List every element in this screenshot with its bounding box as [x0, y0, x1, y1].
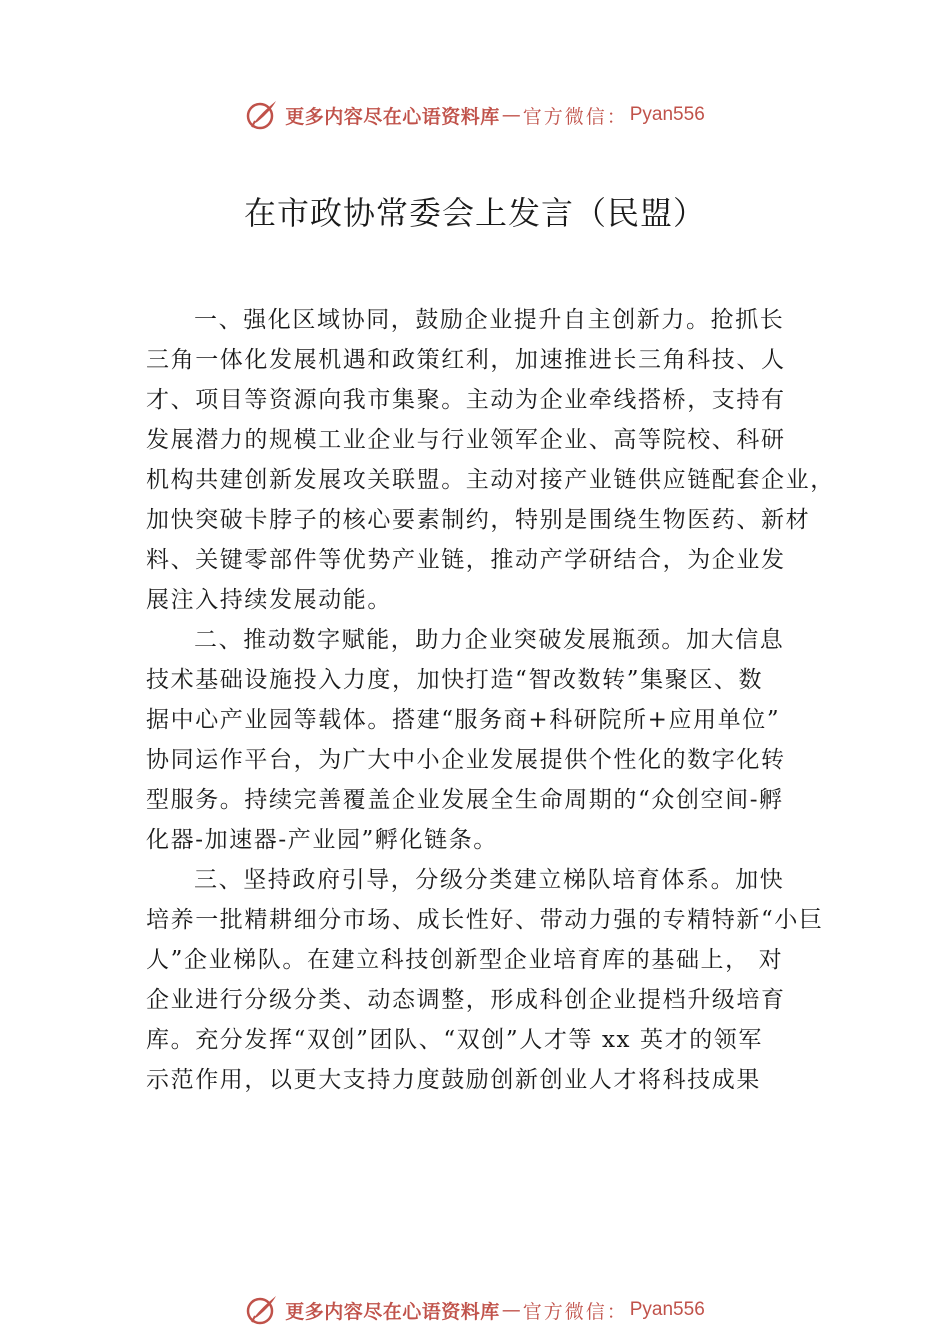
- paragraph-1-line: 三角一体化发展机遇和政策红利，加速推进长三角科技、人: [146, 347, 786, 373]
- banner-wechat-label: 官方微信：: [522, 1300, 628, 1323]
- banner-separator: —: [501, 104, 521, 126]
- paragraph-3-line: 三、坚持政府引导，分级分类建立梯队培育体系。加快: [194, 867, 785, 893]
- paragraph-2-line: 据中心产业园等载体。搭建“服务商+科研院所+应用单位”: [146, 707, 781, 733]
- paragraph-1-line: 料、关键零部件等优势产业链，推动产学研结合，为企业发: [146, 547, 786, 573]
- paragraph-2-line: 协同运作平台，为广大中小企业发展提供个性化的数字化转: [146, 747, 786, 773]
- banner-wechat-id: Pyan556: [629, 104, 705, 125]
- paragraph-1-line: 机构共建创新发展攻关联盟。主动对接产业链供应链配套企业，: [146, 467, 835, 493]
- document-body: [146, 300, 836, 1100]
- banner-wechat-label: 官方微信：: [522, 105, 628, 128]
- paragraph-2-line: 二、推动数字赋能，助力企业突破发展瓶颈。加大信息: [194, 627, 785, 653]
- banner-wechat-id: Pyan556: [629, 1299, 705, 1320]
- paragraph-2-line: 型服务。持续完善覆盖企业发展全生命周期的“众创空间-孵: [146, 787, 784, 813]
- quill-pen-logo-icon: [245, 1293, 279, 1327]
- paragraph-1-line: 才、项目等资源向我市集聚。主动为企业牵线搭桥，支持有: [146, 387, 786, 413]
- paragraph-2-line: 技术基础设施投入力度，加快打造“智改数转”集聚区、数: [146, 667, 764, 693]
- paragraph-3-line: 培养一批精耕细分市场、成长性好、带动力强的专精特新“小巨: [146, 907, 824, 933]
- paragraph-1-line: 加快突破卡脖子的核心要素制约，特别是围绕生物医药、新材: [146, 507, 811, 533]
- header-banner: [0, 95, 950, 135]
- banner-brand-text: 更多内容尽在心语资料库: [285, 105, 500, 128]
- footer-banner: [0, 1290, 950, 1330]
- paragraph-2-line: 化器-加速器-产业园”孵化链条。: [146, 827, 498, 853]
- paragraph-3-line: 人”企业梯队。在建立科技创新型企业培育库的基础上， 对: [146, 947, 784, 973]
- paragraph-1-line: 展注入持续发展动能。: [146, 587, 392, 613]
- paragraph-1-line: 一、强化区域协同，鼓励企业提升自主创新力。抢抓长: [194, 307, 785, 333]
- banner-brand-text: 更多内容尽在心语资料库: [285, 1300, 500, 1323]
- paragraph-3-line: 企业进行分级分类、动态调整，形成科创企业提档升级培育: [146, 987, 786, 1013]
- quill-pen-logo-icon: [245, 98, 279, 132]
- banner-separator: —: [501, 1299, 521, 1321]
- paragraph-3-line: 库。充分发挥“双创”团队、“双创”人才等 xx 英才的领军: [146, 1027, 763, 1053]
- paragraph-3-line: 示范作用，以更大支持力度鼓励创新创业人才将科技成果: [146, 1067, 761, 1093]
- paragraph-1-line: 发展潜力的规模工业企业与行业领军企业、高等院校、科研: [146, 427, 786, 453]
- document-title: 在市政协常委会上发言（民盟）: [243, 194, 706, 232]
